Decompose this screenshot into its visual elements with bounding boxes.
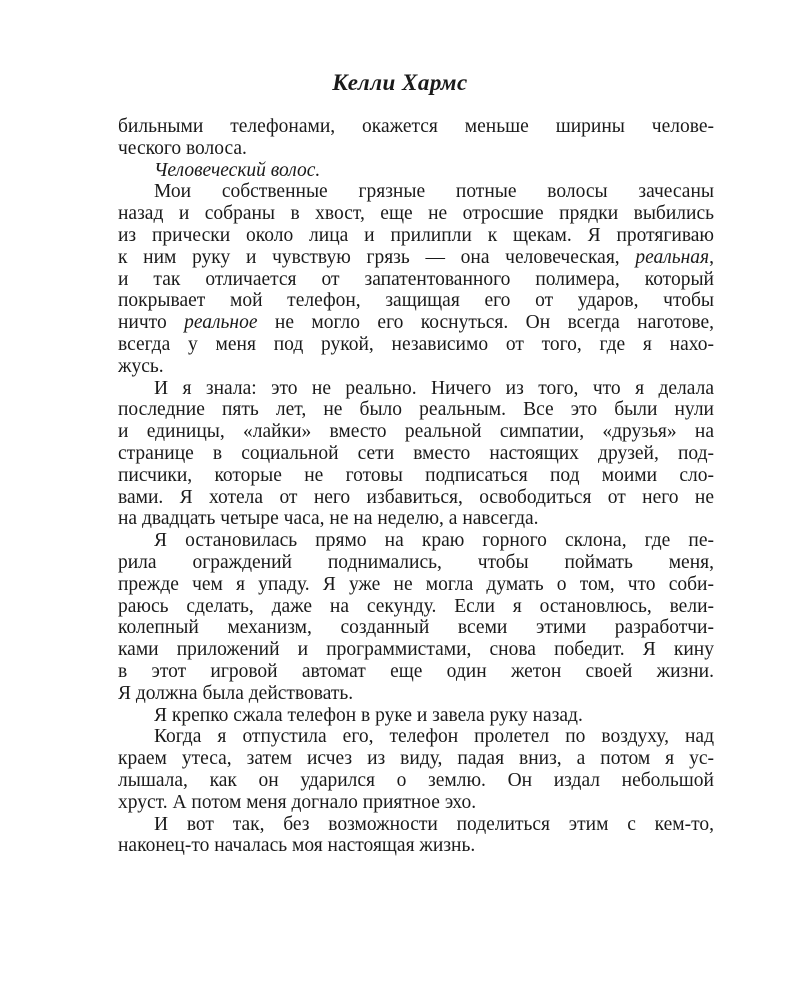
text-segment: ческого волоса. [118, 137, 247, 159]
text-segment: и единицы, «лайки» вместо реальной симпатии, «друзья» на [118, 421, 714, 443]
text-line [118, 748, 714, 770]
text-line [118, 443, 714, 465]
italic-word: реальная [635, 246, 710, 268]
text-line [118, 356, 714, 378]
text-segment: бильными телефонами, окажется меньше ширины челове- [118, 116, 714, 137]
text-line [118, 181, 714, 203]
text-line [118, 203, 714, 225]
text-line [118, 225, 714, 247]
text-segment: Я крепко сжала телефон в руке и завела руку назад. [154, 704, 583, 726]
text-line [118, 726, 714, 748]
text-segment: ками приложений и программистами, снова победит. Я кину [118, 639, 714, 661]
text-segment: Я должна была действовать. [118, 682, 354, 704]
text-segment: Я остановилась прямо на краю горного склона, где пе- [154, 530, 714, 552]
text-line [118, 617, 714, 639]
text-segment: Мои собственные грязные потные волосы зачесаны [154, 181, 714, 203]
text-line [118, 661, 714, 683]
text-segment: последние пять лет, не было реальным. Все это были нули [118, 399, 714, 421]
text-line [118, 835, 714, 857]
text-segment: на двадцать четыре часа, не на неделю, а навсегда. [118, 508, 539, 530]
text-segment: в этот игровой автомат еще один жетон своей жизни. [118, 660, 714, 682]
text-line [118, 160, 714, 182]
text-line [118, 814, 714, 836]
text-segment: лышала, как он ударился о землю. Он издал небольшой [118, 769, 714, 791]
italic-word: Человеческий волос. [154, 159, 321, 181]
italic-word: реальное [184, 312, 258, 334]
text-line [118, 552, 714, 574]
text-segment: рила ограждений поднимались, чтобы поймать меня, [118, 551, 714, 573]
text-line [118, 247, 714, 269]
text-segment: не могло его коснуться. Он всегда наготове, [257, 312, 714, 334]
text-segment: прежде чем я упаду. Я уже не могла думать о том, что соби- [118, 573, 714, 595]
text-line [118, 116, 714, 138]
text-line [118, 574, 714, 596]
text-segment: краем утеса, затем исчез из виду, падая вниз, а потом я ус- [118, 748, 714, 770]
text-segment: покрывает мой телефон, защищая его от ударов, чтобы [118, 290, 714, 312]
text-segment: вами. Я хотела от него избавиться, освободиться от него не [118, 486, 714, 508]
text-segment: жусь. [118, 355, 164, 377]
text-segment: , [709, 246, 714, 268]
text-segment: раюсь сделать, даже на секунду. Если я остановлюсь, вели- [118, 595, 714, 617]
running-head-author: Келли Хармс [332, 70, 468, 95]
text-line [118, 639, 714, 661]
text-line [118, 705, 714, 727]
text-line [118, 683, 714, 705]
text-segment: к ним руку и чувствую грязь — она человеческая, [118, 246, 636, 268]
text-line [118, 792, 714, 814]
body-text [118, 116, 714, 857]
text-line [118, 269, 714, 291]
text-line [118, 596, 714, 618]
text-line [118, 421, 714, 443]
text-line [118, 770, 714, 792]
text-segment: И я знала: это не реально. Ничего из того, что я делала [154, 377, 714, 399]
text-segment: странице в социальной сети вместо настоящих друзей, под- [118, 442, 714, 464]
text-line [118, 530, 714, 552]
text-line [118, 399, 714, 421]
text-segment: И вот так, без возможности поделиться этим с кем-то, [154, 813, 714, 835]
text-segment: и так отличается от запатентованного полимера, который [118, 268, 714, 290]
text-segment: всегда у меня под рукой, независимо от того, где я нахо- [118, 333, 714, 355]
text-segment: хруст. А потом меня догнало приятное эхо. [118, 791, 477, 813]
text-segment: назад и собраны в хвост, еще не отросшие прядки выбились [118, 203, 714, 225]
text-line [118, 312, 714, 334]
text-line [118, 487, 714, 509]
text-segment: писчики, которые не готовы подписаться под моими сло- [118, 464, 714, 486]
text-segment: наконец-то началась моя настоящая жизнь. [118, 835, 476, 857]
text-line [118, 334, 714, 356]
text-segment: Когда я отпустила его, телефон пролетел по воздуху, над [154, 726, 714, 748]
text-line [118, 290, 714, 312]
text-segment: ничто [118, 312, 185, 334]
text-segment: из прически около лица и прилипли к щекам. Я протягиваю [118, 224, 714, 246]
text-line [118, 508, 714, 530]
text-line [118, 378, 714, 400]
text-segment: колепный механизм, созданный всеми этими разработчи- [118, 617, 714, 639]
text-line [118, 138, 714, 160]
text-line [118, 465, 714, 487]
